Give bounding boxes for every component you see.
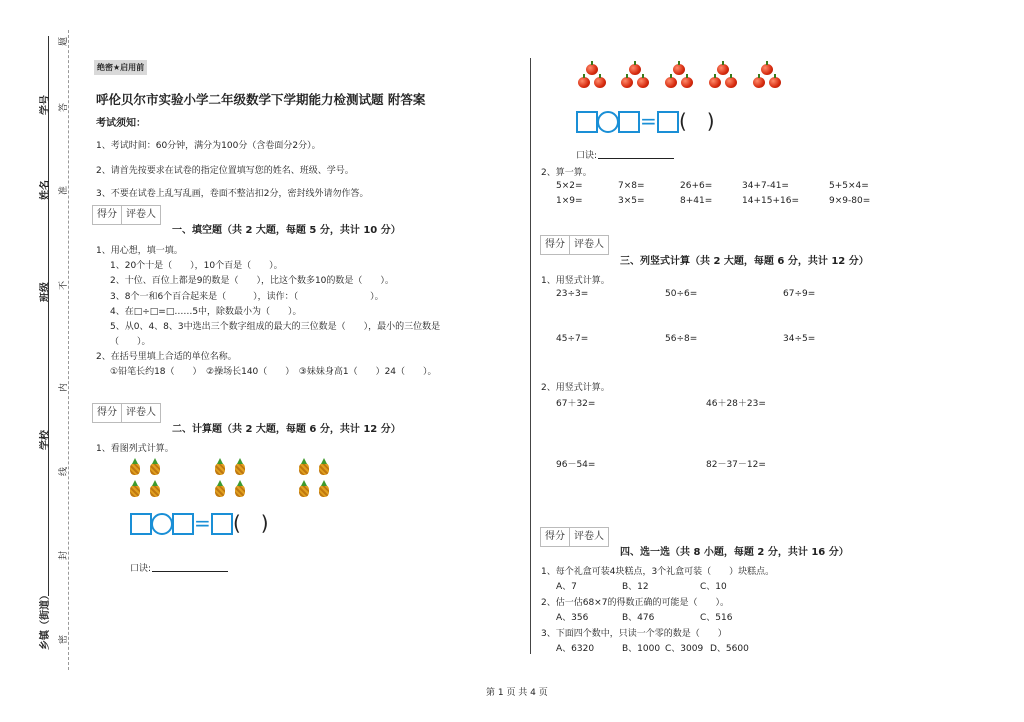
margin-char: 题 xyxy=(59,36,69,46)
question-item: 2、十位、百位上都是9的数是（ ），比这个数多10的数是（ ）。 xyxy=(110,276,394,286)
pineapple-icon xyxy=(150,485,160,497)
notice-item: 1、考试时间：60分钟，满分为100分（含卷面分2分）。 xyxy=(96,141,321,151)
question-item: 5、从0、4、8、3中选出三个数字组成的最大的三位数是（ ），最小的三位数是 xyxy=(110,322,441,332)
calc-item: 34+7-41= xyxy=(742,181,789,191)
notice-heading: 考试须知： xyxy=(96,118,146,129)
score-box xyxy=(540,527,609,547)
calc-item: 8+41= xyxy=(680,196,713,206)
calc-item: 3×5= xyxy=(618,196,645,206)
apple-icon xyxy=(665,77,677,88)
pineapple-icon xyxy=(130,463,140,475)
apple-icon xyxy=(769,77,781,88)
apple-icon xyxy=(594,77,606,88)
section1-title: 一、填空题（共 2 大题，每题 5 分，共计 10 分） xyxy=(172,225,401,236)
question: 1、用竖式计算。 xyxy=(541,276,610,286)
page-title: 呼伦贝尔市实验小学二年级数学下学期能力检测试题 附答案 xyxy=(96,92,426,107)
answer-square[interactable] xyxy=(211,513,233,535)
margin-label-name: 姓名 xyxy=(40,180,51,200)
pineapple-icon xyxy=(319,463,329,475)
calc-item: 50÷6= xyxy=(665,289,698,299)
grader-label: 评卷人 xyxy=(574,239,604,250)
apple-icon xyxy=(681,77,693,88)
formula-label: 口诀: xyxy=(576,151,598,161)
question: 3、下面四个数中，只读一个零的数是（ ） xyxy=(541,629,727,639)
question: 2、估一估68×7的得数正确的可能是（ ）。 xyxy=(541,598,729,608)
question: 2、在括号里填上合适的单位名称。 xyxy=(96,352,237,362)
margin-label-class: 班级 xyxy=(40,282,51,302)
question-item: （ ）。 xyxy=(110,337,151,347)
margin-label-township: 乡镇（街道） xyxy=(40,590,51,650)
calc-item: 34÷5= xyxy=(783,334,816,344)
score-label: 得分 xyxy=(93,206,122,224)
formula-blank[interactable] xyxy=(152,571,228,572)
question-item: ①铅笔长约18（ ） ②操场长140（ ） ③妹妹身高1（ ）24（ ）。 xyxy=(110,367,437,377)
notice-item: 2、请首先按要求在试卷的指定位置填写您的姓名、班级、学号。 xyxy=(96,166,354,176)
grader-label: 评卷人 xyxy=(574,531,604,542)
pineapple-icon xyxy=(299,485,309,497)
option[interactable]: B、1000 xyxy=(622,644,661,654)
apple-icon xyxy=(717,64,729,75)
option[interactable]: C、3009 xyxy=(665,644,704,654)
question: 1、每个礼盒可装4块糕点，3个礼盒可装（ ）块糕点。 xyxy=(541,567,775,577)
calc-item: 82－37－12= xyxy=(706,460,766,470)
pineapple-icon xyxy=(215,485,225,497)
score-label: 得分 xyxy=(541,236,570,254)
question: 1、用心想，填一填。 xyxy=(96,246,183,256)
formula-blank[interactable] xyxy=(598,158,674,159)
margin-char: 答 xyxy=(59,102,69,112)
option[interactable]: B、12 xyxy=(622,582,649,592)
calc-item: 56÷8= xyxy=(665,334,698,344)
answer-square[interactable] xyxy=(576,111,598,133)
option[interactable]: C、10 xyxy=(700,582,727,592)
pineapple-icon xyxy=(150,463,160,475)
calc-item: 1×9= xyxy=(556,196,583,206)
score-label: 得分 xyxy=(93,404,122,422)
margin-label-student-id: 学号 xyxy=(40,95,51,115)
calc-item: 45÷7= xyxy=(556,334,589,344)
answer-paren: ( ) xyxy=(233,511,269,535)
calc-item: 5+5×4= xyxy=(829,181,869,191)
equals-sign: = xyxy=(194,511,211,535)
grader-label: 评卷人 xyxy=(126,407,156,418)
option[interactable]: C、516 xyxy=(700,613,733,623)
equals-sign: = xyxy=(640,109,657,133)
calc-item: 7×8= xyxy=(618,181,645,191)
page-footer: 第 1 页 共 4 页 xyxy=(486,688,548,698)
apple-icon xyxy=(673,64,685,75)
apple-icon xyxy=(621,77,633,88)
apple-icon xyxy=(753,77,765,88)
question: 1、看图列式计算。 xyxy=(96,444,174,454)
apple-icon xyxy=(578,77,590,88)
score-box xyxy=(540,235,609,255)
margin-char: 密 xyxy=(59,634,69,644)
column-divider xyxy=(530,58,531,654)
option[interactable]: B、476 xyxy=(622,613,655,623)
margin-char: 内 xyxy=(59,382,69,392)
apple-icon xyxy=(725,77,737,88)
pineapple-icon xyxy=(215,463,225,475)
calc-item: 26+6= xyxy=(680,181,713,191)
binding-line xyxy=(48,36,49,596)
margin-char: 不 xyxy=(59,280,69,290)
question-item: 3、8个一和6个百合起来是（ ），读作：（ ）。 xyxy=(110,292,384,302)
answer-paren: ( ) xyxy=(679,109,715,133)
pineapple-icon xyxy=(235,463,245,475)
operator-circle[interactable] xyxy=(597,111,619,133)
margin-char: 封 xyxy=(59,550,69,560)
answer-square[interactable] xyxy=(172,513,194,535)
section3-title: 三、列竖式计算（共 2 大题，每题 6 分，共计 12 分） xyxy=(620,256,869,267)
section4-title: 四、选一选（共 8 小题，每题 2 分，共计 16 分） xyxy=(620,547,849,558)
margin-char: 线 xyxy=(59,466,69,476)
apple-icon xyxy=(586,64,598,75)
apple-icon xyxy=(761,64,773,75)
seal-line xyxy=(68,30,69,670)
notice-item: 3、不要在试卷上乱写乱画，卷面不整洁扣2分，密封线外请勿作答。 xyxy=(96,189,369,199)
section2-title: 二、计算题（共 2 大题，每题 6 分，共计 12 分） xyxy=(172,424,401,435)
grader-label: 评卷人 xyxy=(126,209,156,220)
apple-icon xyxy=(709,77,721,88)
question: 2、用竖式计算。 xyxy=(541,383,610,393)
question-item: 4、在□÷□=□……5中，除数最小为（ ）。 xyxy=(110,307,302,317)
margin-label-school: 学校 xyxy=(40,430,51,450)
option[interactable]: D、5600 xyxy=(710,644,749,654)
question: 2、算一算。 xyxy=(541,168,592,178)
question-item: 1、20个十是（ ），10个百是（ ）。 xyxy=(110,261,283,271)
formula-label: 口诀: xyxy=(130,564,152,574)
pineapple-icon xyxy=(319,485,329,497)
pineapple-icon xyxy=(299,463,309,475)
apple-icon xyxy=(637,77,649,88)
option[interactable]: A、6320 xyxy=(556,644,595,654)
pineapple-icon xyxy=(130,485,140,497)
score-box xyxy=(92,205,161,225)
score-box xyxy=(92,403,161,423)
answer-square[interactable] xyxy=(130,513,152,535)
calc-item: 9×9-80= xyxy=(829,196,871,206)
operator-circle[interactable] xyxy=(151,513,173,535)
answer-square[interactable] xyxy=(618,111,640,133)
calc-item: 46＋28＋23= xyxy=(706,399,766,409)
pineapple-icon xyxy=(235,485,245,497)
margin-char: 准 xyxy=(59,185,69,195)
option[interactable]: A、7 xyxy=(556,582,577,592)
confidential-stamp: 绝密★启用前 xyxy=(94,60,147,75)
calc-item: 67÷9= xyxy=(783,289,816,299)
score-label: 得分 xyxy=(541,528,570,546)
option[interactable]: A、356 xyxy=(556,613,589,623)
calc-item: 5×2= xyxy=(556,181,583,191)
calc-item: 67＋32= xyxy=(556,399,596,409)
calc-item: 23÷3= xyxy=(556,289,589,299)
answer-square[interactable] xyxy=(657,111,679,133)
apple-icon xyxy=(629,64,641,75)
calc-item: 14+15+16= xyxy=(742,196,799,206)
calc-item: 96－54= xyxy=(556,460,596,470)
